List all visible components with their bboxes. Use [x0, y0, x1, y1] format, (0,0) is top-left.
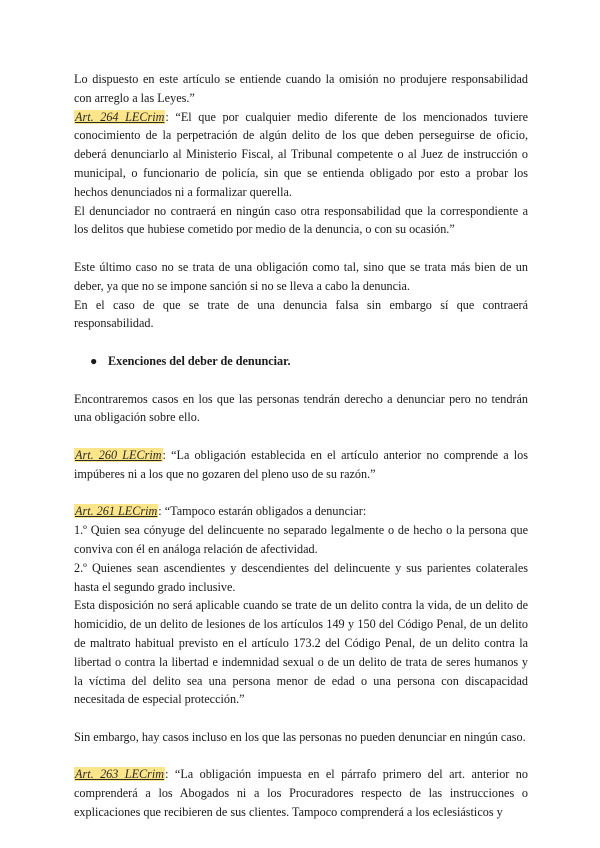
spacer: [74, 371, 528, 390]
spacer: [74, 333, 528, 352]
paragraph-conyuge: 1.º Quien sea cónyuge del delincuente no separado legalmente o de hecho o la persona que conviva con él en análoga relación de afectividad.: [74, 523, 528, 556]
paragraph-ascendientes: 2.º Quienes sean ascendientes y descendientes del delincuente y sus parientes colaterales hasta el segundo grado inclusive.: [74, 560, 528, 594]
spacer: [74, 709, 528, 728]
spacer: [74, 427, 528, 446]
paragraph-disposicion: Esta disposición no será aplicable cuando se trate de un delito contra la vida, de un delito de homicidio, de un delito de lesiones de los artículos 149 y 150 del Código Penal, de un delito de maltrato habitual previsto en el artículo 173.2 del Código Penal, de un delito contra la libertad o contra la libertad e indemnidad sexual o de un delito de trata de seres humanos y la víctima del delito sea una persona menor de edad o una persona con discapacidad necesitada de especial protección.”: [74, 598, 528, 707]
article-263-text: : “La obligación impuesta en el párrafo primero del art. anterior no comprenderá a los Abogados ni a los Procuradores respecto de las instrucciones o explicaciones que recibieren de sus clientes. Tampoco comprenderá a los eclesiásticos y: [74, 767, 528, 820]
bullet-heading-text: Exenciones del deber de denunciar.: [108, 353, 291, 368]
paragraph-deber: Este último caso no se trata de una obligación como tal, sino que se trata más bien de un deber, ya que no se impone sanción si no se lleva a cabo la denuncia.: [74, 259, 528, 293]
spacer: [74, 239, 528, 258]
paragraph-art-260: [74, 446, 528, 484]
article-reference-263: Art. 263 LECrim: [75, 767, 165, 782]
paragraph-denunciador: El denunciador no contraerá en ningún caso otra responsabilidad que la correspondiente a los delitos que hubiese cometido por medio de la denuncia, o con su ocasión.”: [74, 203, 528, 237]
paragraph-art-263: [74, 765, 528, 821]
paragraph-no-pueden: Sin embargo, hay casos incluso en los que las personas no pueden denunciar en ningún caso.: [74, 729, 526, 744]
paragraph-art-264: [74, 108, 528, 202]
spacer: [74, 484, 528, 503]
article-264-text: : “El que por cualquier medio diferente de los mencionados tuviere conocimiento de la perpetración de algún delito de los que deben perseguirse de oficio, deberá denunciarlo al Ministerio Fiscal, al Tribunal competente o al Juez de instrucción o municipal, o funcionario de policía, sin que se entienda obligado por esto a probar los hechos denunciados ni a formalizar querella.: [74, 109, 529, 199]
spacer: [74, 747, 528, 766]
paragraph-derecho-denunciar: Encontraremos casos en los que las personas tendrán derecho a denunciar pero no tendrán una obligación sobre ello.: [74, 391, 528, 425]
paragraph-omission: Lo dispuesto en este artículo se entiende cuando la omisión no produjere responsabilidad con arreglo a las Leyes.”: [74, 72, 528, 105]
bullet-heading-exenciones: [74, 352, 528, 371]
article-260-text: : “La obligación establecida en el artículo anterior no comprende a los impúberes ni a los que no gozaren del pleno uso de su razón.”: [74, 447, 529, 481]
article-reference-264: Art. 264 LECrim: [75, 109, 165, 124]
paragraph-denuncia-falsa: En el caso de que se trate de una denuncia falsa sin embargo sí que contraerá responsabilidad.: [74, 297, 528, 331]
article-reference-260: Art. 260 LECrim: [75, 447, 162, 462]
article-261-text: : “Tampoco estarán obligados a denunciar:: [158, 504, 367, 519]
article-reference-261: Art. 261 LECrim: [75, 504, 158, 519]
bullet-icon: ●: [90, 353, 98, 368]
paragraph-art-261: [74, 502, 528, 521]
